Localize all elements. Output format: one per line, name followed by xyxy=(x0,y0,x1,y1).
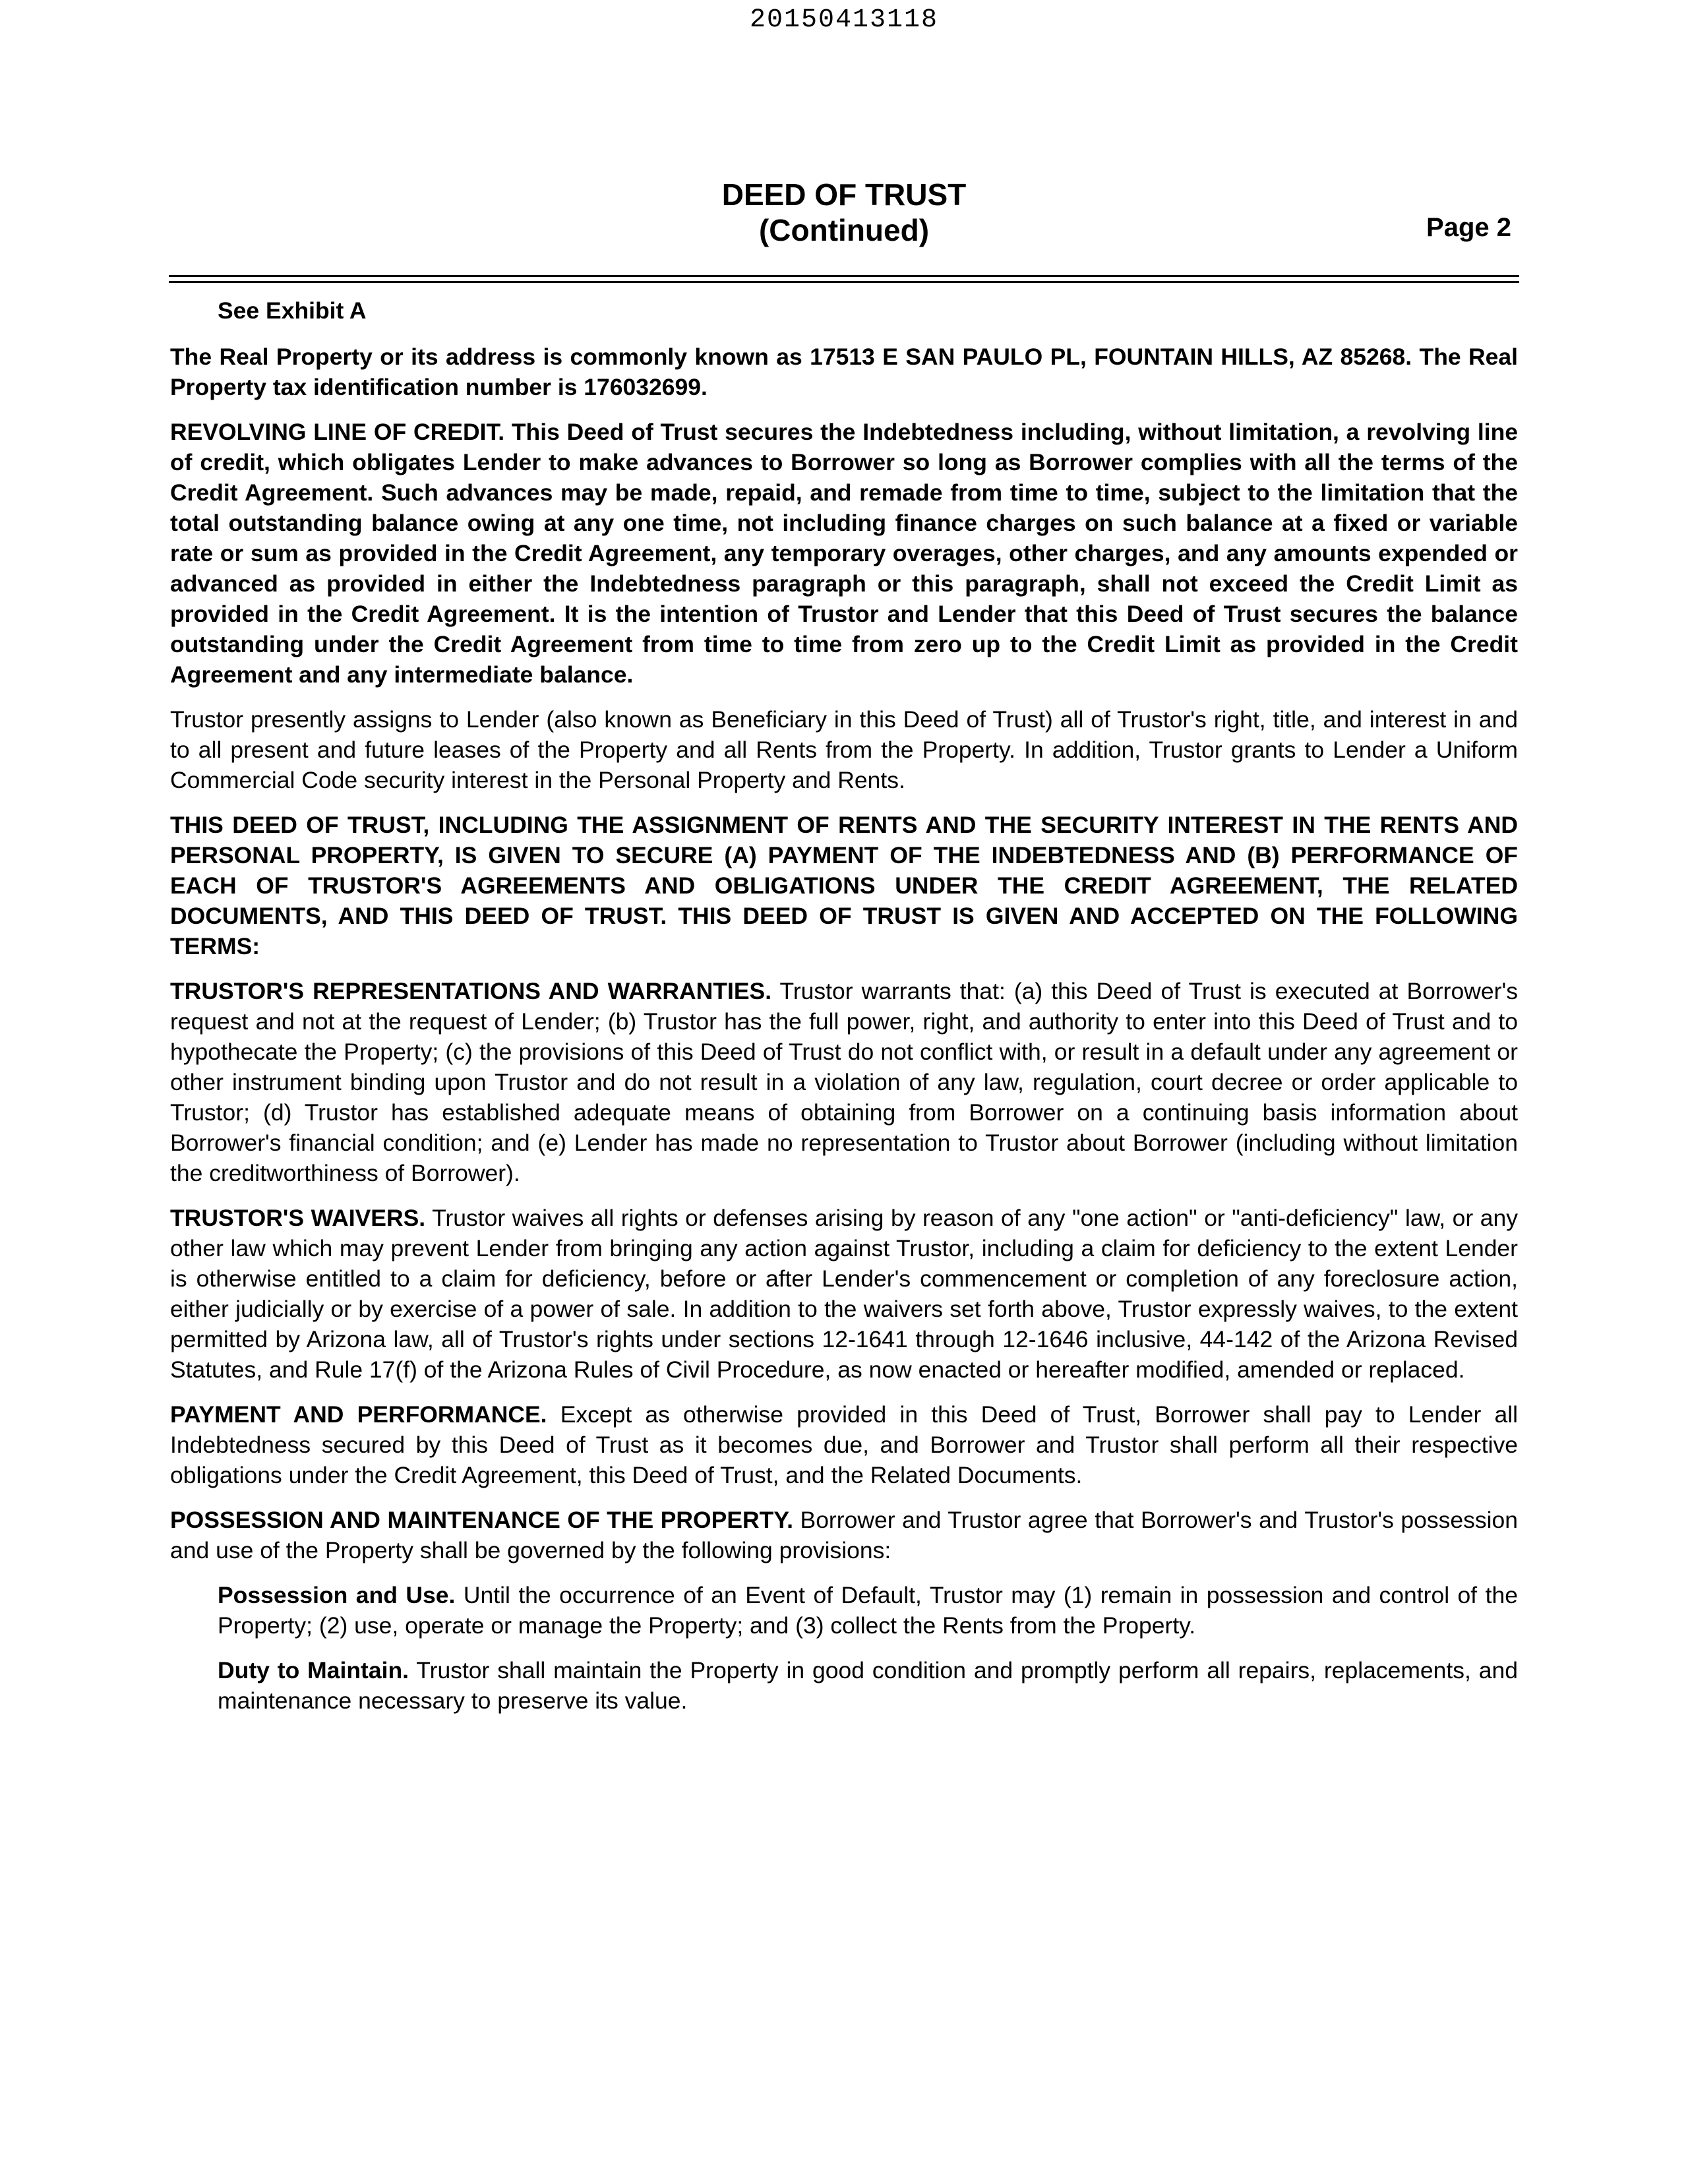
document-number: 20150413118 xyxy=(749,5,939,35)
payment-text: Except as otherwise provided in this Deed of Trust, Borrower shall pay to Lender all Indebtedness secured by this Deed of Trust as it becomes due, and Borrower and Trustor shall perform all their respective obligations under the Credit Agreement, this Deed of Trust, and the Related Documents. xyxy=(170,1401,1518,1488)
given-to-secure-paragraph: THIS DEED OF TRUST, INCLUDING THE ASSIGNMENT OF RENTS AND THE SECURITY INTEREST IN THE RENTS AND PERSONAL PROPERTY, IS GIVEN TO SECURE (A) PAYMENT OF THE INDEBTEDNESS AND (B) PERFORMANCE OF EACH OF TRUSTOR'S AGREEMENTS AND OBLIGATIONS UNDER THE CREDIT AGREEMENT, THE RELATED DOCUMENTS, AND THIS DEED OF TRUST. THIS DEED OF TRUST IS GIVEN AND ACCEPTED ON THE FOLLOWING TERMS: xyxy=(170,812,1518,959)
waivers-paragraph xyxy=(170,1203,1518,1385)
revolving-credit-paragraph: REVOLVING LINE OF CREDIT. This Deed of Trust secures the Indebtedness including, without limitation, a revolving line of credit, which obligates Lender to make advances to Borrower so long as Borrower complies with all the terms of the Credit Agreement. Such advances may be made, repaid, and remade from time to time, subject to the limitation that the total outstanding balance owing at any one time, not including finance charges on such balance at a fixed or variable rate or sum as provided in the Credit Agreement, any temporary overages, other charges, and any amounts expended or advanced as provided in either the Indebtedness paragraph or this paragraph, shall not exceed the Credit Limit as provided in the Credit Agreement. It is the intention of Trustor and Lender that this Deed of Trust secures the balance outstanding under the Credit Agreement from time to time from zero up to the Credit Limit as provided in the Credit Agreement and any intermediate balance. xyxy=(170,419,1518,688)
representations-paragraph xyxy=(170,976,1518,1188)
title-line-2: (Continued) xyxy=(758,213,930,247)
representations-text: Trustor warrants that: (a) this Deed of Trust is executed at Borrower's request and not at the request of Lender; (b) Trustor has the full power, right, and authority to enter into this Deed of Trust and to hypothecate the Property; (c) the provisions of this Deed of Trust do not conflict with, or result in a default under any agreement or other instrument binding upon Trustor and do not result in a violation of any law, regulation, court decree or order applicable to Trustor; (d) Trustor has established adequate means of obtaining from Borrower on a continuing basis information about Borrower's financial condition; and (e) Lender has made no representation to Trustor about Borrower (including without limitation the creditworthiness of Borrower). xyxy=(170,978,1518,1186)
document-body xyxy=(170,295,1518,1730)
assignment-paragraph: Trustor presently assigns to Lender (also known as Beneficiary in this Deed of Trust) all of Trustor's right, title, and interest in and to all present and future leases of the Property and all Rents from the Property. In addition, Trustor grants to Lender a Uniform Commercial Code security interest in the Personal Property and Rents. xyxy=(170,706,1518,793)
payment-paragraph xyxy=(170,1399,1518,1490)
waivers-text: Trustor waives all rights or defenses arising by reason of any "one action" or "anti-deficiency" law, or any other law which may prevent Lender from bringing any action against Trustor, including a claim for deficiency to the extent Lender is otherwise entitled to a claim for deficiency, before or after Lender's commencement or completion of any foreclosure action, either judicially or by exercise of a power of sale. In addition to the waivers set forth above, Trustor expressly waives, to the extent permitted by Arizona law, all of Trustor's rights under sections 12-1641 through 12-1646 inclusive, 44-142 of the Arizona Revised Statutes, and Rule 17(f) of the Arizona Rules of Civil Procedure, as now enacted or hereafter modified, amended or replaced. xyxy=(170,1205,1518,1383)
possession-paragraph xyxy=(170,1505,1518,1565)
page-number: Page 2 xyxy=(1426,213,1511,242)
title-line-1: DEED OF TRUST xyxy=(721,177,967,212)
payment-heading: PAYMENT AND PERFORMANCE. xyxy=(170,1401,547,1428)
real-property-paragraph: The Real Property or its address is commonly known as 17513 E SAN PAULO PL, FOUNTAIN HILLS, AZ 85268. The Real Property tax identification number is 176032699. xyxy=(170,344,1518,400)
possession-use-text: Until the occurrence of an Event of Default, Trustor may (1) remain in possession and control of the Property; (2) use, operate or manage the Property; and (3) collect the Rents from the Property. xyxy=(218,1582,1518,1639)
possession-use-heading: Possession and Use. xyxy=(218,1582,456,1608)
possession-text: Borrower and Trustor agree that Borrower's and Trustor's possession and use of the Property shall be governed by the following provisions: xyxy=(170,1507,1518,1563)
header-rule-bottom xyxy=(169,281,1519,283)
duty-to-maintain-text: Trustor shall maintain the Property in good condition and promptly perform all repairs, replacements, and maintenance necessary to preserve its value. xyxy=(218,1657,1518,1714)
duty-to-maintain-heading: Duty to Maintain. xyxy=(218,1657,409,1684)
see-exhibit: See Exhibit A xyxy=(218,297,367,324)
representations-heading: TRUSTOR'S REPRESENTATIONS AND WARRANTIES. xyxy=(170,978,772,1004)
possession-use-paragraph xyxy=(218,1580,1518,1641)
waivers-heading: TRUSTOR'S WAIVERS. xyxy=(170,1205,426,1231)
possession-heading: POSSESSION AND MAINTENANCE OF THE PROPERTY. xyxy=(170,1507,793,1533)
duty-to-maintain-paragraph xyxy=(218,1655,1518,1716)
header-rule-top xyxy=(169,275,1519,277)
